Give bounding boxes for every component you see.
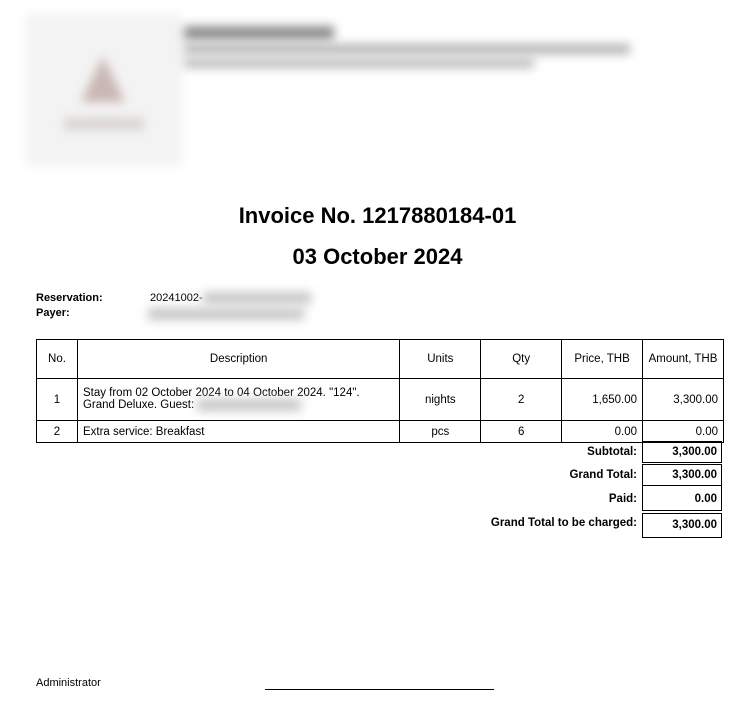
reservation-number: 20241002- [150, 292, 203, 304]
subtotal-value: 3,300.00 [642, 441, 722, 463]
signature-line [265, 689, 494, 690]
row-description: Extra service: Breakfast [77, 421, 399, 443]
row-units: pcs [400, 421, 481, 443]
row-qty: 6 [481, 421, 562, 443]
hotel-address-redacted [184, 44, 630, 54]
table-row [37, 379, 724, 421]
description-line [83, 399, 394, 411]
payer-value [148, 308, 304, 320]
logo-mark [81, 56, 125, 102]
col-header-qty: Qty [481, 340, 562, 379]
payer-redacted [148, 308, 304, 320]
description-line: Stay from 02 October 2024 to 04 October 2024. "124". [82, 387, 360, 400]
subtotal-label: Subtotal: [587, 446, 637, 458]
row-qty: 2 [481, 379, 562, 421]
signatory-label: Administrator [36, 677, 101, 689]
logo-wordmark [64, 118, 144, 130]
to-be-charged-label: Grand Total to be charged: [490, 517, 637, 529]
reservation-redacted [203, 292, 311, 304]
paid-value: 0.00 [642, 486, 722, 511]
col-header-units: Units [400, 340, 481, 379]
reservation-label: Reservation: [36, 292, 103, 304]
payer-label: Payer: [36, 307, 70, 319]
invoice-title: Invoice No. 1217880184-01 [238, 203, 517, 228]
hotel-name-redacted [184, 26, 334, 40]
paid-label: Paid: [608, 493, 637, 505]
row-description [77, 379, 399, 421]
hotel-contact-redacted [184, 58, 534, 68]
col-header-price: Price, THB [562, 340, 643, 379]
row-units: nights [400, 379, 481, 421]
grand-total-value: 3,300.00 [642, 464, 722, 486]
invoice-date: 03 October 2024 [292, 244, 463, 269]
row-price: 1,650.00 [562, 379, 643, 421]
table-header-row [37, 340, 724, 379]
row-amount: 0.00 [643, 421, 724, 443]
invoice-items-table [36, 339, 724, 443]
col-header-description: Description [77, 340, 399, 379]
row-no: 2 [37, 421, 78, 443]
description-text: Grand Deluxe. Guest: [82, 399, 195, 412]
table-row [37, 421, 724, 443]
to-be-charged-value: 3,300.00 [642, 513, 722, 538]
row-no: 1 [37, 379, 78, 421]
grand-total-label: Grand Total: [569, 469, 637, 481]
col-header-amount: Amount, THB [643, 340, 724, 379]
hotel-logo [26, 14, 182, 166]
col-header-no: No. [37, 340, 78, 379]
row-price: 0.00 [562, 421, 643, 443]
reservation-value [150, 292, 311, 304]
guest-name-redacted [197, 399, 301, 411]
row-amount: 3,300.00 [643, 379, 724, 421]
